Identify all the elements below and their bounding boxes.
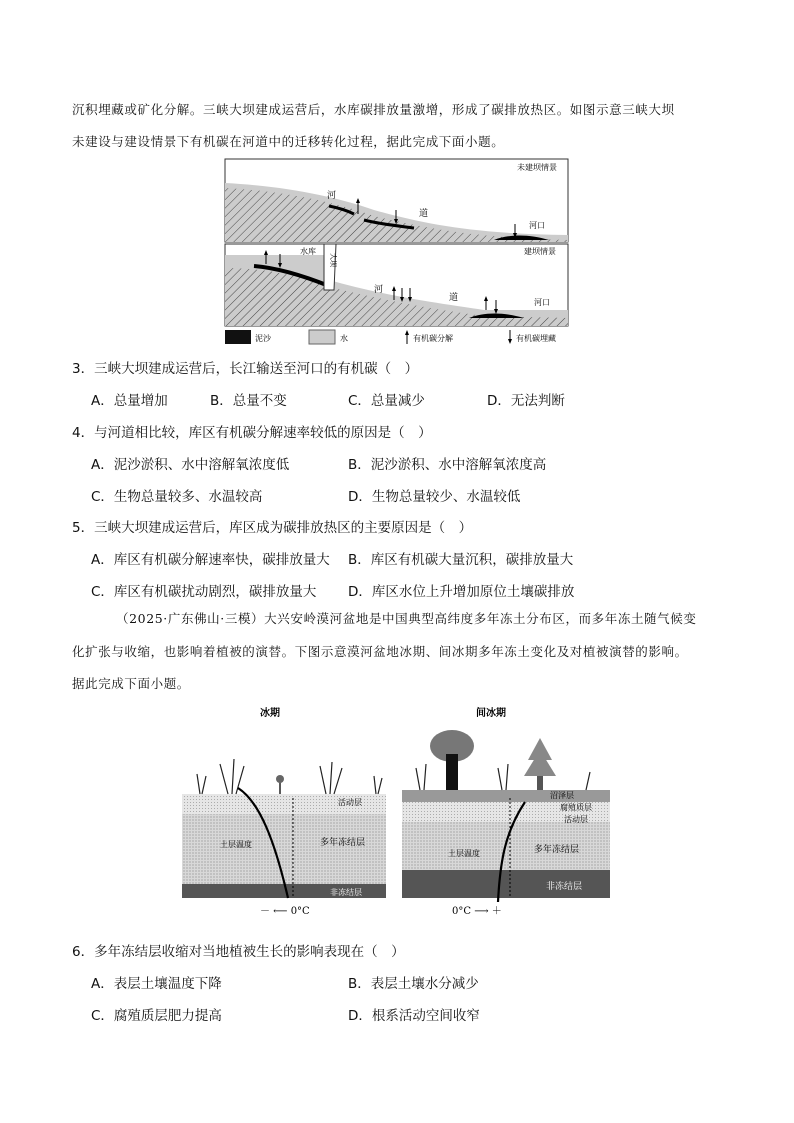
- q3-option-c[interactable]: C．总量减少: [348, 393, 425, 409]
- legend-mud: 泥沙: [255, 334, 271, 343]
- right-swamp-layer: 沼泽层: [550, 791, 574, 800]
- legend-water: 水: [340, 334, 348, 343]
- label-river-2: 道: [419, 209, 429, 219]
- intro2-line-3: 据此完成下面小题。: [72, 676, 190, 691]
- q4-option-d[interactable]: D．生物总量较少、水温较低: [348, 489, 521, 505]
- right-active-layer: 活动层: [564, 815, 588, 824]
- legend-decompose: 有机碳分解: [413, 334, 453, 343]
- right-soil-temp: 土层温度: [448, 849, 480, 858]
- q5-option-d[interactable]: D．库区水位上升增加原位土壤碳排放: [348, 584, 575, 600]
- q4-option-a[interactable]: A．泥沙淤积、水中溶解氧浓度低: [91, 457, 290, 473]
- right-axis: 0°C ⟶ ＋: [452, 906, 502, 917]
- left-axis: － ⟵ 0°C: [260, 906, 310, 917]
- left-permafrost-layer: 多年冻结层: [320, 838, 366, 848]
- q4-option-c[interactable]: C．生物总量较多、水温较高: [91, 489, 263, 505]
- label-mouth-top: 河口: [529, 221, 545, 230]
- q5-option-b[interactable]: B．库区有机碳大量沉积，碳排放量大: [348, 552, 574, 568]
- left-nonfrozen-layer: 非冻结层: [330, 888, 362, 897]
- label-river-1: 河: [327, 191, 337, 201]
- q4-stem: 4．与河道相比较，库区有机碳分解速率较低的原因是（ ）: [72, 425, 432, 441]
- left-soil-temp: 土层温度: [220, 840, 252, 849]
- arrow-up-icon: [405, 330, 409, 335]
- intro2-line-2: 化扩张与收缩，也影响着植被的演替。下图示意漠河盆地冰期、间冰期多年冻土变化及对植被演替的影响。: [72, 644, 688, 659]
- q6-option-a[interactable]: A．表层土壤温度下降: [91, 976, 222, 992]
- label-mouth-bottom: 河口: [534, 298, 550, 307]
- title-glacial: 冰期: [260, 708, 280, 719]
- top-panel-title: 未建坝情景: [517, 163, 557, 172]
- bottom-panel-title: 建坝情景: [524, 247, 556, 256]
- q3-option-d[interactable]: D．无法判断: [487, 393, 565, 409]
- label-river-3: 河: [374, 285, 384, 295]
- q3-option-a[interactable]: A．总量增加: [91, 393, 168, 409]
- q3-option-b[interactable]: B．总量不变: [210, 393, 287, 409]
- legend-bury: 有机碳埋藏: [516, 334, 556, 343]
- left-active-layer: 活动层: [338, 798, 362, 807]
- title-interglacial: 间冰期: [476, 708, 506, 719]
- q5-option-a[interactable]: A．库区有机碳分解速率快，碳排放量大: [91, 552, 330, 568]
- label-reservoir: 水库: [300, 247, 316, 256]
- label-dam: 大坝: [329, 253, 337, 267]
- right-humus-layer: 腐殖质层: [560, 803, 592, 812]
- q6-option-b[interactable]: B．表层土壤水分减少: [348, 976, 479, 992]
- intro-line-2: 未建设与建设情景下有机碳在河道中的迁移转化过程，据此完成下面小题。: [72, 134, 505, 149]
- q4-option-b[interactable]: B．泥沙淤积、水中溶解氧浓度高: [348, 457, 547, 473]
- q5-stem: 5．三峡大坝建成运营后，库区成为碳排放热区的主要原因是（ ）: [72, 520, 473, 536]
- intro2-line-1: （2025·广东佛山·三模）大兴安岭漠河盆地是中国典型高纬度多年冻土分布区，而多年冻土随气候变: [116, 611, 697, 626]
- figure-river-carbon: [224, 158, 569, 348]
- q6-stem: 6．多年冻结层收缩对当地植被生长的影响表现在（ ）: [72, 944, 405, 960]
- right-permafrost-layer: 多年冻结层: [534, 845, 580, 855]
- right-nonfrozen-layer: 非冻结层: [546, 882, 583, 892]
- arrow-down-icon: [508, 339, 512, 344]
- q5-option-c[interactable]: C．库区有机碳扰动剧烈，碳排放量大: [91, 584, 317, 600]
- q6-option-c[interactable]: C．腐殖质层肥力提高: [91, 1008, 222, 1024]
- intro-line-1: 沉积埋藏或矿化分解。三峡大坝建成运营后，水库碳排放量激增，形成了碳排放热区。如图示意三峡大坝: [72, 102, 675, 117]
- q3-stem: 3．三峡大坝建成运营后，长江输送至河口的有机碳（ ）: [72, 361, 419, 377]
- label-river-4: 道: [449, 293, 459, 303]
- q6-option-d[interactable]: D．根系活动空间收窄: [348, 1008, 480, 1024]
- figure-permafrost: [180, 702, 615, 922]
